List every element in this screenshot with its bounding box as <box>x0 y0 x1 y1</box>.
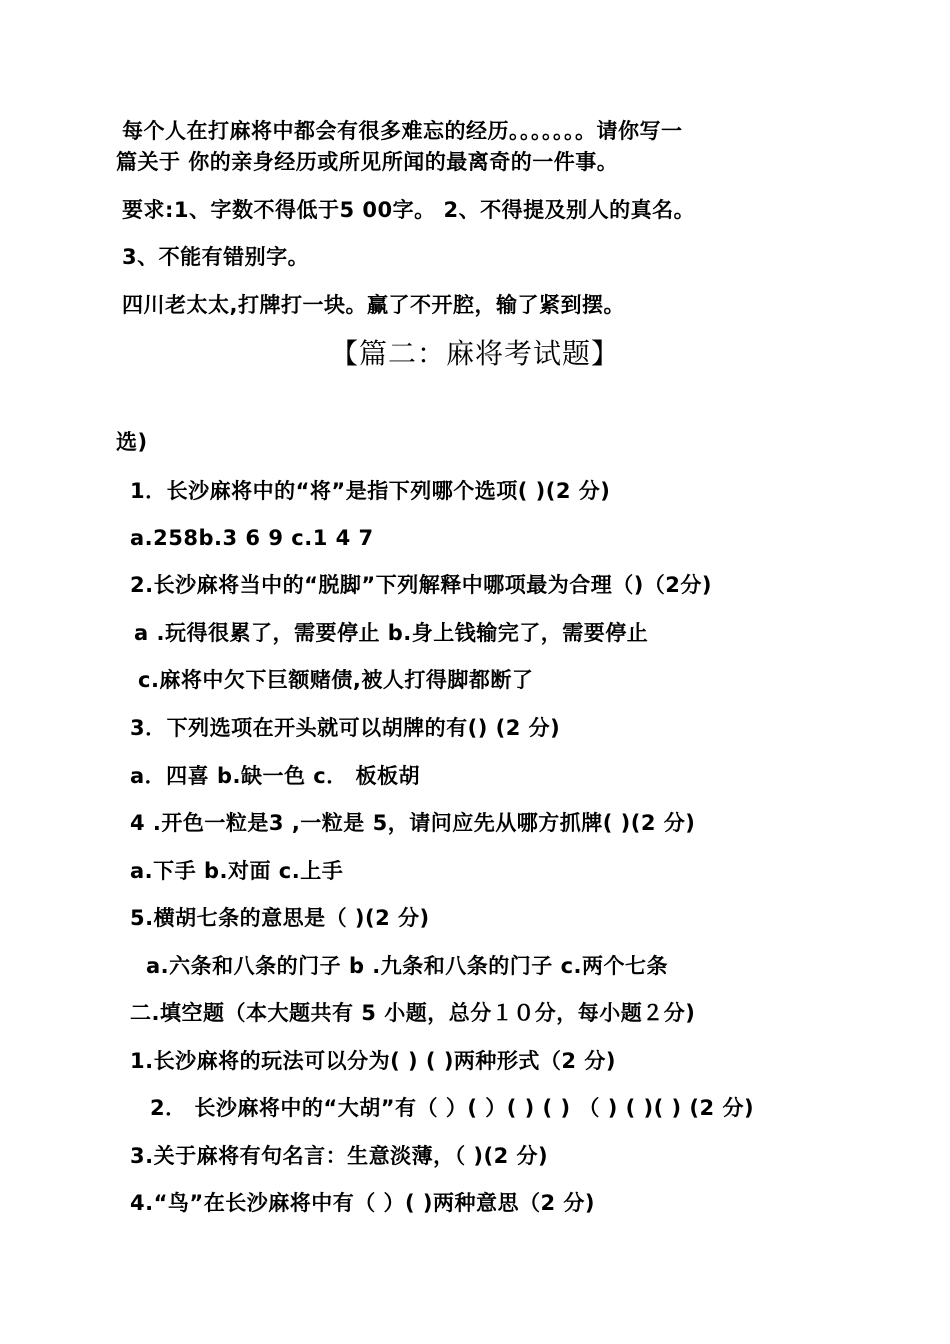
question-1-3-options: a．四喜 b.缺一色 c． 板板胡 <box>130 764 421 788</box>
question-1-5: 5.横胡七条的意思是（ )(2 分) <box>130 906 430 930</box>
requirement-line-2: 3、不能有错别字。 <box>122 245 310 269</box>
section-title: 【篇二：麻将考试题】 <box>329 337 620 370</box>
question-1-1: 1．长沙麻将中的“将”是指下列哪个选项( )(2 分) <box>130 479 611 503</box>
question-2-1: 1.长沙麻将的玩法可以分为( ) ( )两种形式（2 分) <box>130 1049 616 1073</box>
question-1-2-options-b: c.麻将中欠下巨额赌债,被人打得脚都断了 <box>138 668 534 692</box>
part-1-heading: 选) <box>116 430 148 454</box>
question-2-4: 4.“鸟”在长沙麻将中有（ ）( )两种意思（2 分) <box>130 1191 596 1215</box>
question-1-2-options-a: a .玩得很累了，需要停止 b.身上钱输完了，需要停止 <box>134 621 649 645</box>
intro-line-1: 每个人在打麻将中都会有很多难忘的经历。。。。。。。请你写一 <box>122 119 683 143</box>
question-2-2: 2． 长沙麻将中的“大胡”有（ ）( ）( ) ( ) （ ) ( )( ) (2 分) <box>150 1096 755 1120</box>
question-1-1-options: a.258b.3 6 9 c.1 4 7 <box>130 526 374 550</box>
saying-line: 四川老太太,打牌打一块。赢了不开腔，输了紧到摆。 <box>122 293 625 317</box>
question-1-2: 2.长沙麻将当中的“脱脚”下列解释中哪项最为合理（)（2分) <box>130 573 712 597</box>
question-2-3: 3.关于麻将有句名言：生意淡薄，（ )(2 分) <box>130 1144 549 1168</box>
intro-line-2: 篇关于 你的亲身经历或所见所闻的最离奇的一件事。 <box>116 150 619 174</box>
question-1-3: 3．下列选项在开头就可以胡牌的有() (2 分) <box>130 716 561 740</box>
part-2-heading: 二.填空题（本大题共有 5 小题，总分１０分，每小题２分) <box>130 1001 696 1025</box>
requirement-line-1: 要求:1、字数不得低于5 00字。 2、不得提及别人的真名。 <box>122 198 696 222</box>
question-1-4: 4 .开色一粒是3 ,一粒是 5，请问应先从哪方抓牌( )(2 分) <box>130 811 696 835</box>
question-1-4-options: a.下手 b.对面 c.上手 <box>130 859 344 883</box>
question-1-5-options: a.六条和八条的门子 b .九条和八条的门子 c.两个七条 <box>146 954 669 978</box>
